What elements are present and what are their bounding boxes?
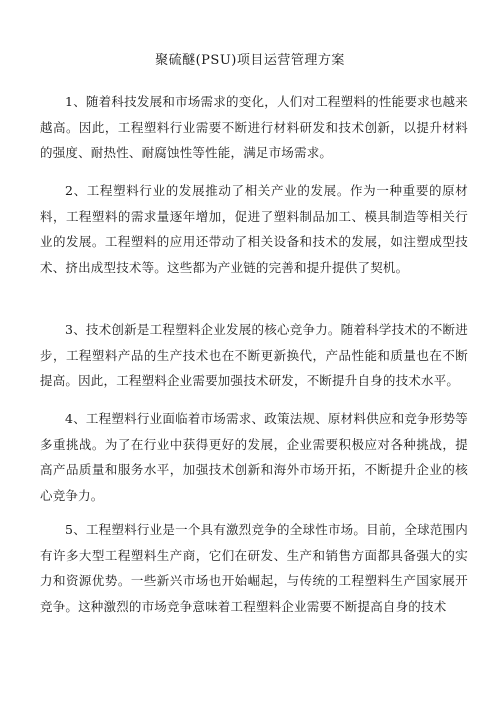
paragraph-2: 2、工程塑料行业的发展推动了相关产业的发展。作为一种重要的原材料，工程塑料的需求量逐年增加，促进了塑料制品加工、模具制造等相关行业的发展。工程塑料的应用还带动了相关设备和技术的发展，如注塑成型技术、挤出成型技术等。这些都为产业链的完善和提升提供了契机。 [40, 183, 468, 275]
paragraph-5: 5、工程塑料行业是一个具有激烈竞争的全球性市场。目前，全球范围内有许多大型工程塑料生产商，它们在研发、生产和销售方面都具备强大的实力和资源优势。一些新兴市场也开始崛起，与传统的工程塑料生产国家展开竞争。这种激烈的市场竞争意味着工程塑料企业需要不断提高自身的技术 [40, 522, 468, 614]
paragraph-4: 4、工程塑料行业面临着市场需求、政策法规、原材料供应和竞争形势等多重挑战。为了在行业中获得更好的发展，企业需要积极应对各种挑战，提高产品质量和服务水平，加强技术创新和海外市场开拓，不断提升企业的核心竞争力。 [40, 411, 468, 503]
paragraph-3: 3、技术创新是工程塑料企业发展的核心竞争力。随着科学技术的不断进步，工程塑料产品的生产技术也在不断更新换代，产品性能和质量也在不断提高。因此，工程塑料企业需要加强技术研发，不断提升自身的技术水平。 [40, 322, 468, 388]
paragraph-1: 1、随着科技发展和市场需求的变化，人们对工程塑料的性能要求也越来越高。因此，工程塑料行业需要不断进行材料研发和技术创新，以提升材料的强度、耐热性、耐腐蚀性等性能，满足市场需求。 [40, 94, 468, 160]
document-title: 聚硫醚(PSU)项目运营管理方案 [155, 53, 345, 68]
